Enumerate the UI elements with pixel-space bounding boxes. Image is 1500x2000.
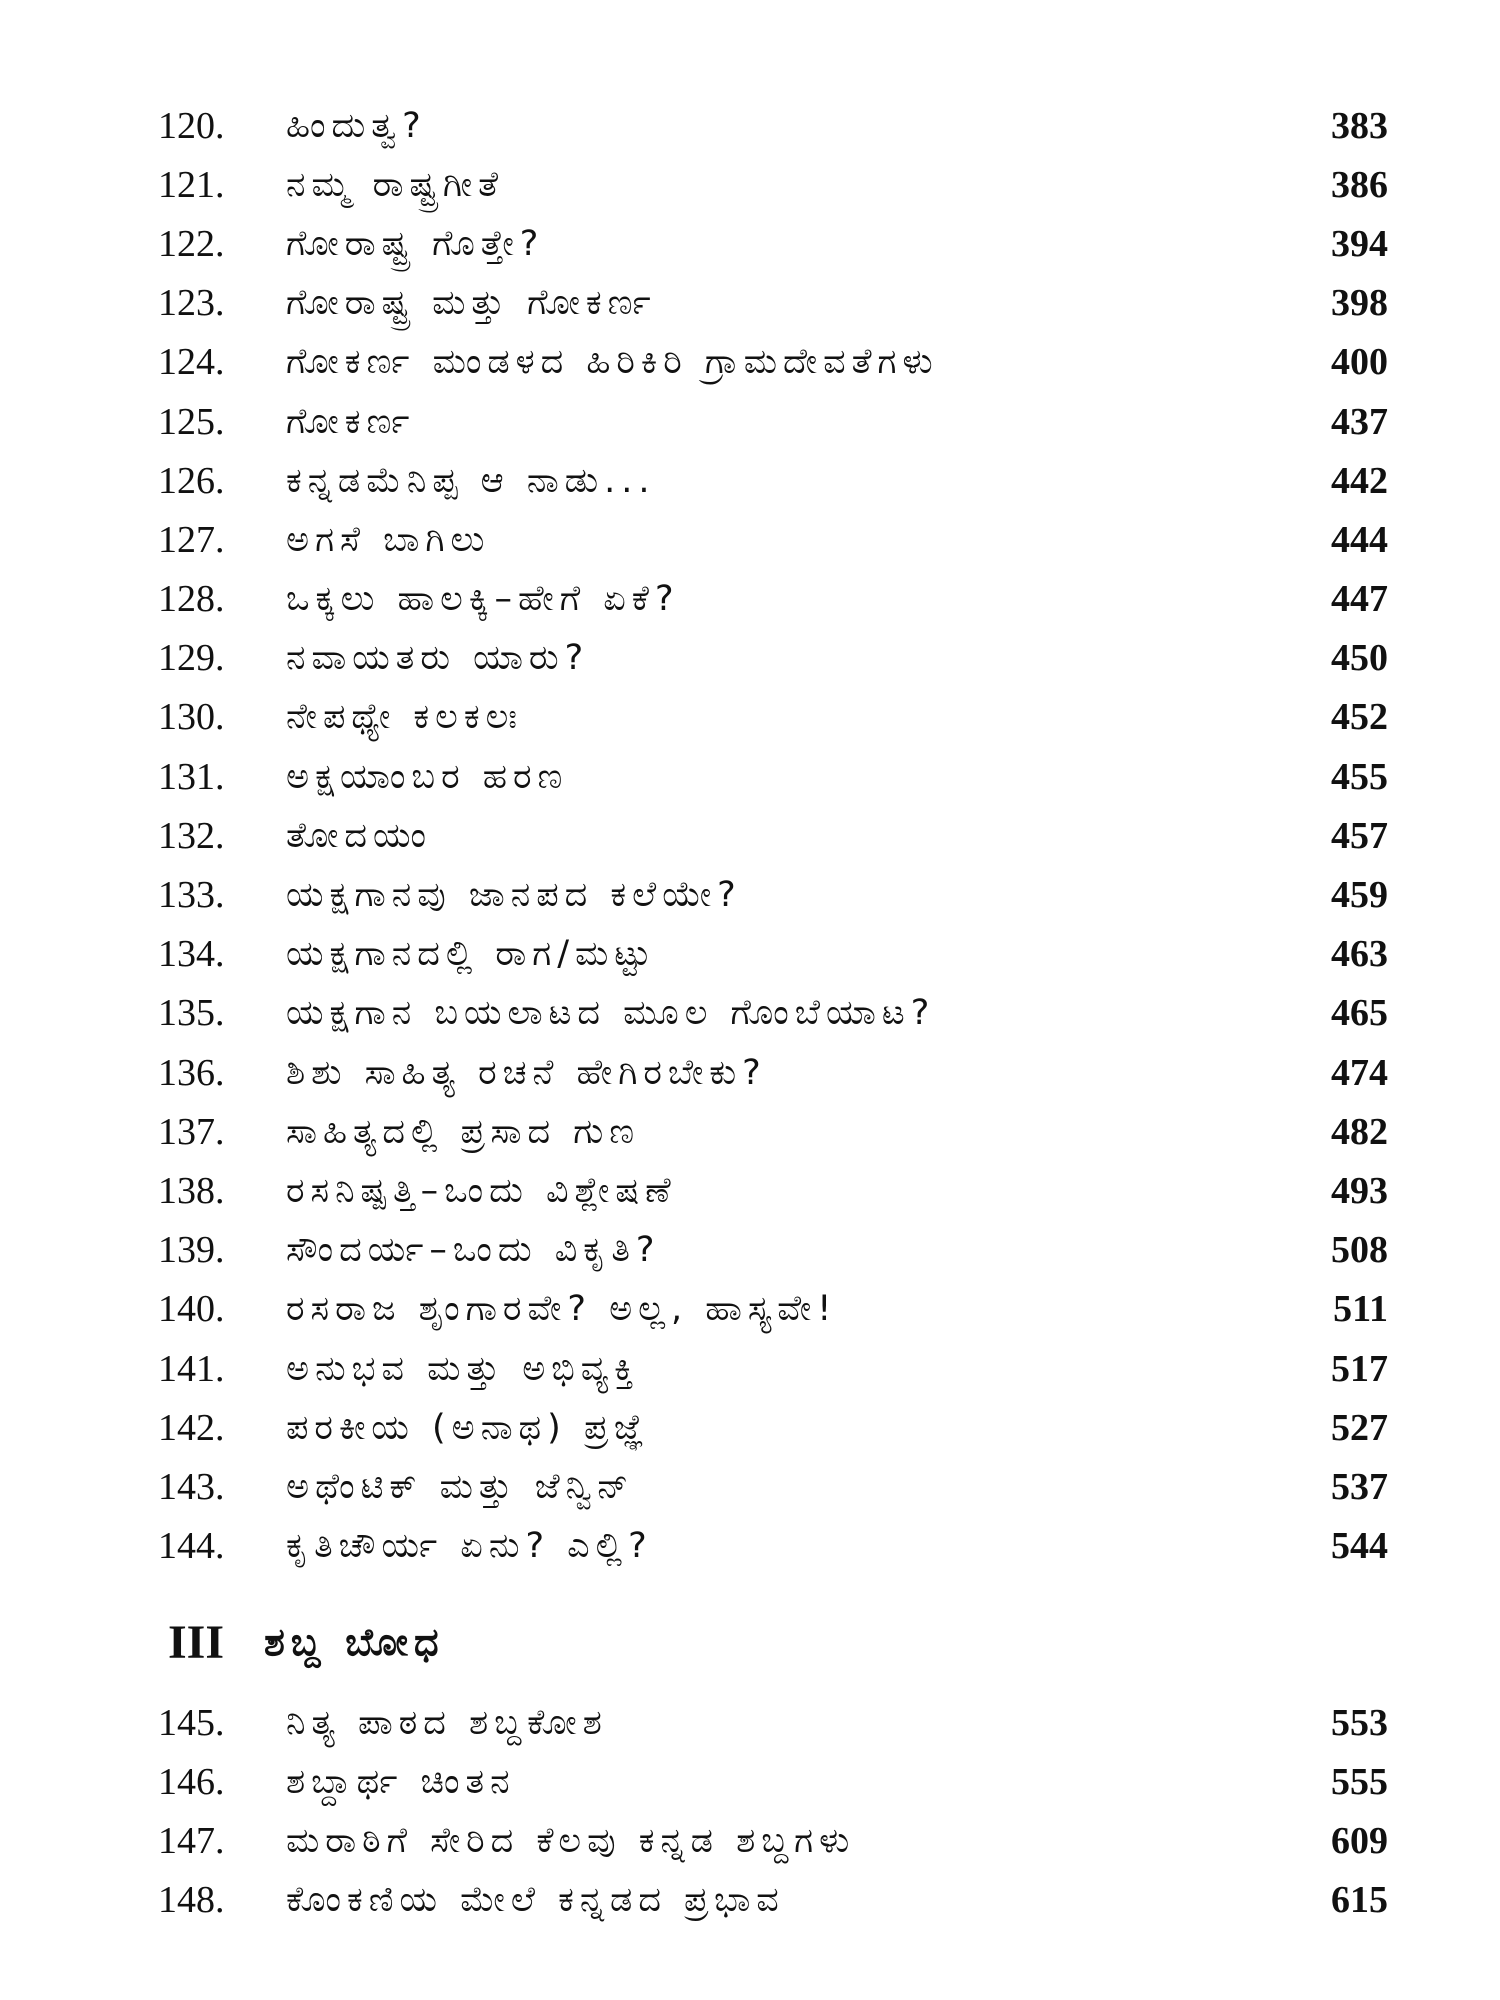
entry-number: 143. (158, 1465, 225, 1508)
toc-entry (158, 214, 1388, 273)
entry-number: 133. (158, 874, 225, 917)
entry-number: 132. (158, 814, 225, 857)
toc-entry (158, 392, 1388, 451)
toc-entry (158, 1161, 1388, 1220)
entry-title: ನೇಪಥ್ಯೇ ಕಲಕಲಃ (286, 697, 523, 738)
toc-entry (158, 1221, 1388, 1280)
entry-page: 537 (1331, 1465, 1388, 1508)
entry-number: 130. (158, 696, 225, 739)
toc-entry (158, 806, 1388, 865)
entry-page: 383 (1331, 104, 1388, 147)
toc-entry (158, 333, 1388, 392)
toc-entry (158, 1517, 1388, 1576)
entry-number: 141. (158, 1347, 225, 1390)
entry-number: 126. (158, 459, 225, 502)
entry-page: 442 (1331, 459, 1388, 502)
entry-page: 517 (1331, 1347, 1388, 1390)
entry-title: ತೋದಯಂ (286, 815, 432, 856)
entry-title: ಒಕ್ಕಲು ಹಾಲಕ್ಕಿ–ಹೇಗೆ ಏಕೆ? (286, 579, 680, 620)
entry-title: ಮರಾಠಿಗೆ ಸೇರಿದ ಕೆಲವು ಕನ್ನಡ ಶಬ್ದಗಳು (286, 1820, 856, 1861)
toc-entry (158, 1693, 1388, 1752)
entry-page: 386 (1331, 163, 1388, 206)
entry-number: 123. (158, 282, 225, 325)
entry-title: ಸೌಂದರ್ಯ–ಒಂದು ವಿಕೃತಿ? (286, 1230, 661, 1271)
entry-page: 444 (1331, 518, 1388, 561)
entry-page: 544 (1331, 1525, 1388, 1568)
toc-entry (158, 570, 1388, 629)
entry-number: 146. (158, 1760, 225, 1803)
toc-entry (158, 1457, 1388, 1516)
toc-entry (158, 984, 1388, 1043)
toc-entry (158, 155, 1388, 214)
toc-entry (158, 96, 1388, 155)
entry-page: 609 (1331, 1819, 1388, 1862)
entry-title: ಗೋಕರ್ಣ ಮಂಡಳದ ಹಿರಿಕಿರಿ ಗ್ರಾಮದೇವತೆಗಳು (286, 342, 939, 383)
section-heading (168, 1615, 445, 1670)
entry-page: 553 (1331, 1701, 1388, 1744)
entry-title: ಶಬ್ದಾರ್ಥ ಚಿಂತನ (286, 1761, 516, 1802)
entry-title: ಹಿಂದುತ್ವ? (286, 105, 427, 146)
toc-entry (158, 1398, 1388, 1457)
entry-title: ಯಕ್ಷಗಾನವು ಜಾನಪದ ಕಲೆಯೇ? (286, 875, 742, 916)
toc-entry (158, 1043, 1388, 1102)
entry-title: ನವಾಯತರು ಯಾರು? (286, 638, 590, 679)
entry-number: 122. (158, 222, 225, 265)
entry-page: 459 (1331, 874, 1388, 917)
entry-page: 437 (1331, 400, 1388, 443)
entry-number: 145. (158, 1701, 225, 1744)
entry-number: 148. (158, 1879, 225, 1922)
toc-list-part-two (158, 1693, 1388, 1930)
entry-page: 463 (1331, 933, 1388, 976)
entry-page: 465 (1331, 992, 1388, 1035)
entry-page: 508 (1331, 1229, 1388, 1272)
section-number: III (168, 1616, 225, 1669)
entry-title: ಅಕ್ಷಯಾಂಬರ ಹರಣ (286, 756, 569, 797)
entry-title: ನಿತ್ಯ ಪಾಠದ ಶಬ್ದಕೋಶ (286, 1702, 608, 1743)
entry-title: ನಮ್ಮ ರಾಷ್ಟ್ರಗೀತೆ (286, 164, 505, 205)
entry-title: ಕನ್ನಡಮೆನಿಪ್ಪ ಆ ನಾಡು... (286, 460, 656, 501)
entry-page: 511 (1333, 1288, 1388, 1331)
entry-page: 493 (1331, 1169, 1388, 1212)
entry-page: 398 (1331, 282, 1388, 325)
toc-entry (158, 1871, 1388, 1930)
entry-page: 527 (1331, 1406, 1388, 1449)
entry-title: ಅಥೆಂಟಿಕ್ ಮತ್ತು ಜೆನ್ವಿನ್ (286, 1466, 635, 1507)
entry-number: 138. (158, 1169, 225, 1212)
entry-page: 394 (1331, 222, 1388, 265)
toc-entry (158, 1280, 1388, 1339)
toc-entry (158, 865, 1388, 924)
entry-page: 452 (1331, 696, 1388, 739)
toc-entry (158, 1339, 1388, 1398)
entry-title: ಪರಕೀಯ (ಅನಾಥ) ಪ್ರಜ್ಞೆ (286, 1407, 650, 1448)
entry-number: 147. (158, 1819, 225, 1862)
entry-number: 142. (158, 1406, 225, 1449)
entry-title: ಸಾಹಿತ್ಯದಲ್ಲಿ ಪ್ರಸಾದ ಗುಣ (286, 1111, 641, 1152)
toc-entry (158, 688, 1388, 747)
entry-page: 482 (1331, 1110, 1388, 1153)
toc-entry (158, 1102, 1388, 1161)
entry-page: 455 (1331, 755, 1388, 798)
entry-title: ಕೊಂಕಣಿಯ ಮೇಲೆ ಕನ್ನಡದ ಪ್ರಭಾವ (286, 1880, 785, 1921)
entry-page: 615 (1331, 1879, 1388, 1922)
entry-number: 128. (158, 578, 225, 621)
entry-number: 140. (158, 1288, 225, 1331)
entry-number: 136. (158, 1051, 225, 1094)
entry-number: 121. (158, 163, 225, 206)
toc-entry (158, 510, 1388, 569)
entry-number: 144. (158, 1525, 225, 1568)
entry-title: ಶಿಶು ಸಾಹಿತ್ಯ ರಚನೆ ಹೇಗಿರಬೇಕು? (286, 1052, 767, 1093)
entry-number: 134. (158, 933, 225, 976)
entry-title: ಅನುಭವ ಮತ್ತು ಅಭಿವ್ಯಕ್ತಿ (286, 1348, 640, 1389)
toc-list-part-one (158, 96, 1388, 1576)
entry-title: ಗೋರಾಷ್ಟ್ರ ಮತ್ತು ಗೋಕರ್ಣ (286, 283, 657, 324)
toc-entry (158, 629, 1388, 688)
entry-title: ಯಕ್ಷಗಾನದಲ್ಲಿ ರಾಗ/ಮಟ್ಟು (286, 934, 657, 975)
entry-title: ಯಕ್ಷಗಾನ ಬಯಲಾಟದ ಮೂಲ ಗೊಂಬೆಯಾಟ? (286, 993, 936, 1034)
toc-entry (158, 1752, 1388, 1811)
entry-title: ಕೃತಿಚೌರ್ಯ ಏನು? ಎಲ್ಲಿ? (286, 1526, 653, 1567)
entry-number: 120. (158, 104, 225, 147)
toc-entry (158, 1811, 1388, 1870)
toc-entry (158, 747, 1388, 806)
entry-number: 139. (158, 1229, 225, 1272)
entry-number: 137. (158, 1110, 225, 1153)
entry-title: ರಸನಿಷ್ಪತ್ತಿ–ಒಂದು ವಿಶ್ಲೇಷಣೆ (286, 1170, 677, 1211)
entry-page: 474 (1331, 1051, 1388, 1094)
entry-number: 135. (158, 992, 225, 1035)
entry-title: ಗೋರಾಷ್ಟ್ರ ಗೊತ್ತೇ? (286, 223, 545, 264)
entry-page: 555 (1331, 1760, 1388, 1803)
entry-number: 129. (158, 637, 225, 680)
entry-number: 131. (158, 755, 225, 798)
entry-title: ಅಗಸೆ ಬಾಗಿಲು (286, 519, 491, 560)
entry-page: 400 (1331, 341, 1388, 384)
entry-page: 450 (1331, 637, 1388, 680)
entry-number: 125. (158, 400, 225, 443)
entry-number: 127. (158, 518, 225, 561)
entry-page: 457 (1331, 814, 1388, 857)
entry-page: 447 (1331, 578, 1388, 621)
entry-title: ರಸರಾಜ ಶೃಂಗಾರವೇ? ಅಲ್ಲ, ಹಾಸ್ಯವೇ! (286, 1289, 838, 1330)
entry-title: ಗೋಕರ್ಣ (286, 401, 416, 442)
entry-number: 124. (158, 341, 225, 384)
toc-entry (158, 451, 1388, 510)
section-title: ಶಬ್ದ ಬೋಧ (264, 1620, 445, 1664)
toc-entry (158, 925, 1388, 984)
toc-entry (158, 274, 1388, 333)
